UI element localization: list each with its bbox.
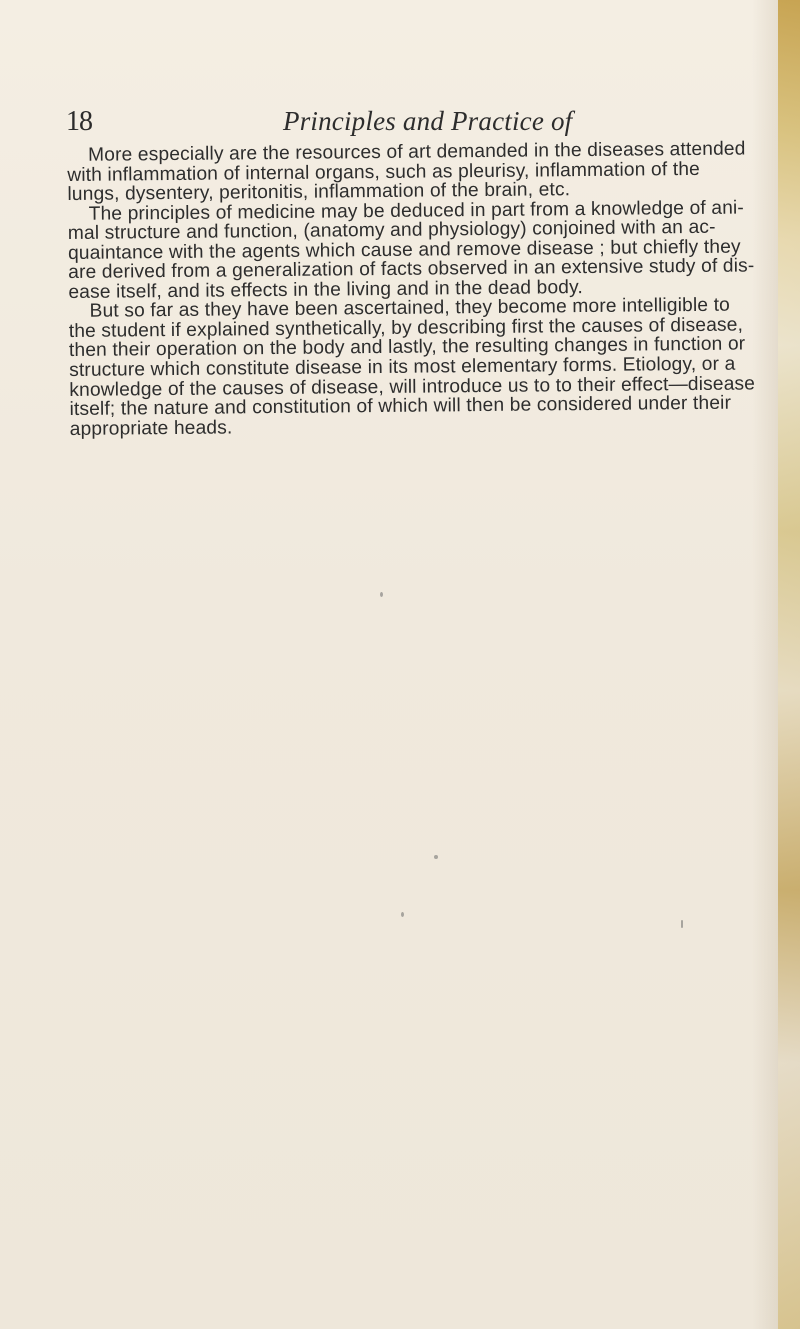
running-title: Principles and Practice of bbox=[283, 106, 573, 136]
paper-speck bbox=[380, 592, 383, 597]
text-line: More especially are the resources of art demanded in the diseases attended bbox=[87, 138, 746, 166]
paper-speck bbox=[434, 855, 438, 859]
text-line: lungs, dysentery, peritonitis, inflammation of the brain, etc. bbox=[67, 179, 571, 206]
text-line: structure which constitute disease in its most elementary forms. Etiology, or a bbox=[69, 353, 736, 382]
body-text bbox=[67, 138, 756, 440]
text-line: But so far as they have been ascertained, they become more intelligible to bbox=[89, 295, 731, 323]
text-line: itself; the nature and constitution of which will then be considered under their bbox=[69, 392, 732, 421]
paper-speck bbox=[681, 920, 683, 928]
text-line: ease itself, and its effects in the living and in the dead body. bbox=[68, 276, 583, 303]
text-line: appropriate heads. bbox=[69, 417, 233, 440]
text-line: The principles of medicine may be deduced in part from a knowledge of ani- bbox=[88, 197, 745, 225]
text-line: then their operation on the body and lastly, the resulting changes in function or bbox=[68, 333, 746, 362]
paper-speck bbox=[401, 912, 404, 917]
page-edge-strip bbox=[778, 0, 800, 1329]
text-line: mal structure and function, (anatomy and physiology) conjoined with an ac- bbox=[67, 216, 716, 245]
text-line: are derived from a generalization of facts observed in an extensive study of dis- bbox=[68, 255, 755, 284]
page-number: 18 bbox=[66, 106, 92, 137]
text-line: quaintance with the agents which cause and remove disease ; but chiefly they bbox=[67, 236, 741, 264]
text-line: the student if explained synthetically, by describing first the causes of disease, bbox=[68, 314, 744, 342]
text-line: with inflammation of internal organs, such as pleurisy, inflammation of the bbox=[67, 158, 701, 186]
text-line: knowledge of the causes of disease, will introduce us to to their effect—disease bbox=[69, 372, 756, 401]
